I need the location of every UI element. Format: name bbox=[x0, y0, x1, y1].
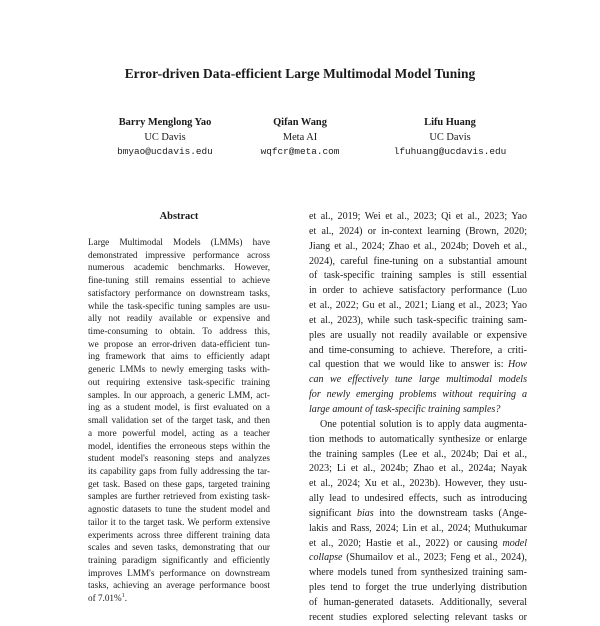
body-text: et al., 2020; Hastie et al., 2022) or causing bbox=[309, 537, 503, 549]
body-line: et al., 2022; Gu et al., 2021; Liang et al., 2023; Yao bbox=[309, 300, 527, 312]
body-text: significant bbox=[309, 507, 357, 519]
body-line: of human-generated datasets. Additionally, several bbox=[309, 596, 527, 608]
abstract-line: ing framework that aims to efficiently adapt bbox=[88, 351, 270, 362]
body-line: et al., 2024; Xu et al., 2023b). However, they usu- bbox=[309, 478, 527, 490]
abstract-line: samples. In our approach, a generic LMM, act- bbox=[88, 389, 270, 400]
body-text: (Shumailov et al., 2023; Feng et al., 2024), bbox=[342, 552, 527, 564]
abstract-line: its capability gaps from fully addressing the tar- bbox=[88, 465, 270, 476]
body-line: One potential solution is to apply data augmenta- bbox=[320, 418, 527, 430]
abstract-line: numerous academic benchmarks. However, bbox=[88, 262, 270, 273]
abstract-line: get task. Based on these gaps, targeted training bbox=[88, 478, 270, 489]
author-affiliation: Meta AI bbox=[282, 131, 318, 143]
body-line bbox=[309, 507, 527, 522]
body-line: where models tuned from synthesized training sam- bbox=[309, 567, 527, 579]
emphasis-text: model bbox=[502, 537, 527, 549]
body-text: into the downstream tasks (Ange- bbox=[373, 507, 528, 519]
research-question-text: How bbox=[508, 359, 527, 371]
body-line: ples are usually not readily available or expensive bbox=[309, 329, 527, 341]
abstract-line: Large Multimodal Models (LMMs) have bbox=[88, 237, 270, 247]
abstract-line: training paradigm significantly and efficiently bbox=[88, 554, 270, 565]
body-line: of task-specific training samples is still essential bbox=[309, 270, 527, 282]
footnote-mark: 1 bbox=[121, 593, 125, 600]
abstract-line: time-consuming to obtain. To address this, bbox=[88, 326, 270, 337]
body-line: et al., 2024) or in-context learning (Brown, 2020; bbox=[309, 225, 527, 237]
body-line: the training samples (Lee et al., 2024b; Dai et al., bbox=[309, 448, 527, 460]
body-line: 2023; Li et al., 2024b; Zhao et al., 2024a; Nayak bbox=[309, 463, 527, 475]
author-email: wqfcr@meta.com bbox=[260, 146, 340, 157]
emphasis-text: collapse bbox=[309, 552, 343, 564]
abstract-line: ing as a student model, is first evaluated on a bbox=[88, 402, 270, 413]
body-line: 2024), careful fine-tuning on a substantial amount bbox=[309, 255, 527, 267]
abstract-line: fine-tuning still remains essential to achieve bbox=[88, 275, 270, 286]
author-email: bmyao@ucdavis.edu bbox=[117, 146, 213, 157]
abstract-line: samples are further retrieved from existing task- bbox=[88, 491, 270, 502]
body-line bbox=[309, 358, 527, 373]
body-line: in order to achieve satisfactory performance (Luo bbox=[309, 285, 527, 297]
abstract-line-text: of 7.01% bbox=[88, 593, 122, 604]
author-block-2 bbox=[215, 116, 385, 160]
abstract-line: we propose an error-driven data-efficient tun- bbox=[88, 338, 270, 349]
abstract-line: tailor it to the target task. We perform extensive bbox=[88, 516, 270, 527]
author-affiliation: UC Davis bbox=[144, 131, 186, 143]
abstract-line: generic LMMs to newly emerging tasks with- bbox=[88, 364, 270, 375]
abstract-line-last bbox=[88, 592, 270, 605]
paper-title: Error-driven Data-efficient Large Multimodal Model Tuning bbox=[124, 66, 476, 81]
abstract-heading: Abstract bbox=[159, 211, 199, 222]
author-block-3 bbox=[365, 116, 535, 160]
body-line: lakis and Rass, 2024; Lin et al., 2024; Muthukumar bbox=[309, 522, 527, 534]
abstract-line: improves LMM's performance on downstream bbox=[88, 567, 270, 578]
abstract-line: while the task-specific tuning samples are usu- bbox=[88, 300, 270, 311]
author-name: Qifan Wang bbox=[273, 117, 327, 128]
abstract-line: tasks, achieving an average performance boost bbox=[88, 580, 270, 591]
body-line bbox=[309, 403, 527, 418]
body-line: ples tend to forget the true underlying distribution bbox=[309, 582, 527, 594]
abstract-body bbox=[88, 236, 270, 605]
abstract-line: scales and seven tasks, demonstrating that our bbox=[88, 542, 270, 553]
abstract-line: experiments across three different training data bbox=[88, 529, 270, 540]
abstract-line: ally not readily available or expensive and bbox=[88, 313, 270, 324]
body-line: Jiang et al., 2024; Zhao et al., 2024b; Doveh et al., bbox=[309, 240, 527, 252]
body-line bbox=[309, 537, 527, 552]
abstract-line: out requiring extensive task-specific training bbox=[88, 376, 270, 387]
abstract-line: student model's reasoning steps and analyzes bbox=[88, 453, 270, 464]
body-line bbox=[309, 551, 527, 566]
author-name: Barry Menglong Yao bbox=[118, 117, 212, 128]
abstract-line: satisfactory performance on downstream tasks, bbox=[88, 287, 270, 298]
research-question-text: for newly emerging problems without requiring a bbox=[309, 389, 527, 401]
body-line: tion methods to automatically synthesize or enlarge bbox=[309, 433, 527, 445]
abstract-end-punct: . bbox=[124, 593, 127, 604]
body-text: cal question that we would like to answer is: bbox=[309, 359, 509, 371]
author-affiliation: UC Davis bbox=[429, 131, 471, 143]
abstract-line: model, identifies the erroneous steps within the bbox=[88, 440, 270, 451]
body-line bbox=[309, 388, 527, 403]
abstract-line: demonstrated impressive performance across bbox=[88, 249, 270, 260]
abstract-line: a more powerful model, acting as a teacher bbox=[88, 427, 270, 438]
body-right-column bbox=[309, 210, 527, 626]
body-line: et al., 2019; Wei et al., 2023; Qi et al., 2023; Yao bbox=[309, 211, 527, 222]
author-email: lfuhuang@ucdavis.edu bbox=[393, 146, 507, 157]
author-name: Lifu Huang bbox=[424, 117, 476, 128]
body-line: recent studies explored selecting relevant tasks or bbox=[309, 611, 527, 623]
emphasis-text: bias bbox=[356, 507, 374, 519]
body-line: et al., 2023), while such task-specific training sam- bbox=[309, 314, 527, 326]
research-question-text: can we effectively tune large multimodal models bbox=[309, 374, 527, 386]
body-line bbox=[309, 373, 527, 388]
research-question-text: large amount of task-specific training samples? bbox=[309, 403, 501, 415]
body-line: ally lead to undesired effects, such as introducing bbox=[309, 493, 527, 505]
abstract-line: small validation set of the target task, and then bbox=[88, 415, 270, 426]
abstract-line: agnostic datasets to tune the student model and bbox=[88, 504, 270, 515]
body-line: and time-consuming to achieve. Therefore, a criti- bbox=[309, 344, 527, 356]
